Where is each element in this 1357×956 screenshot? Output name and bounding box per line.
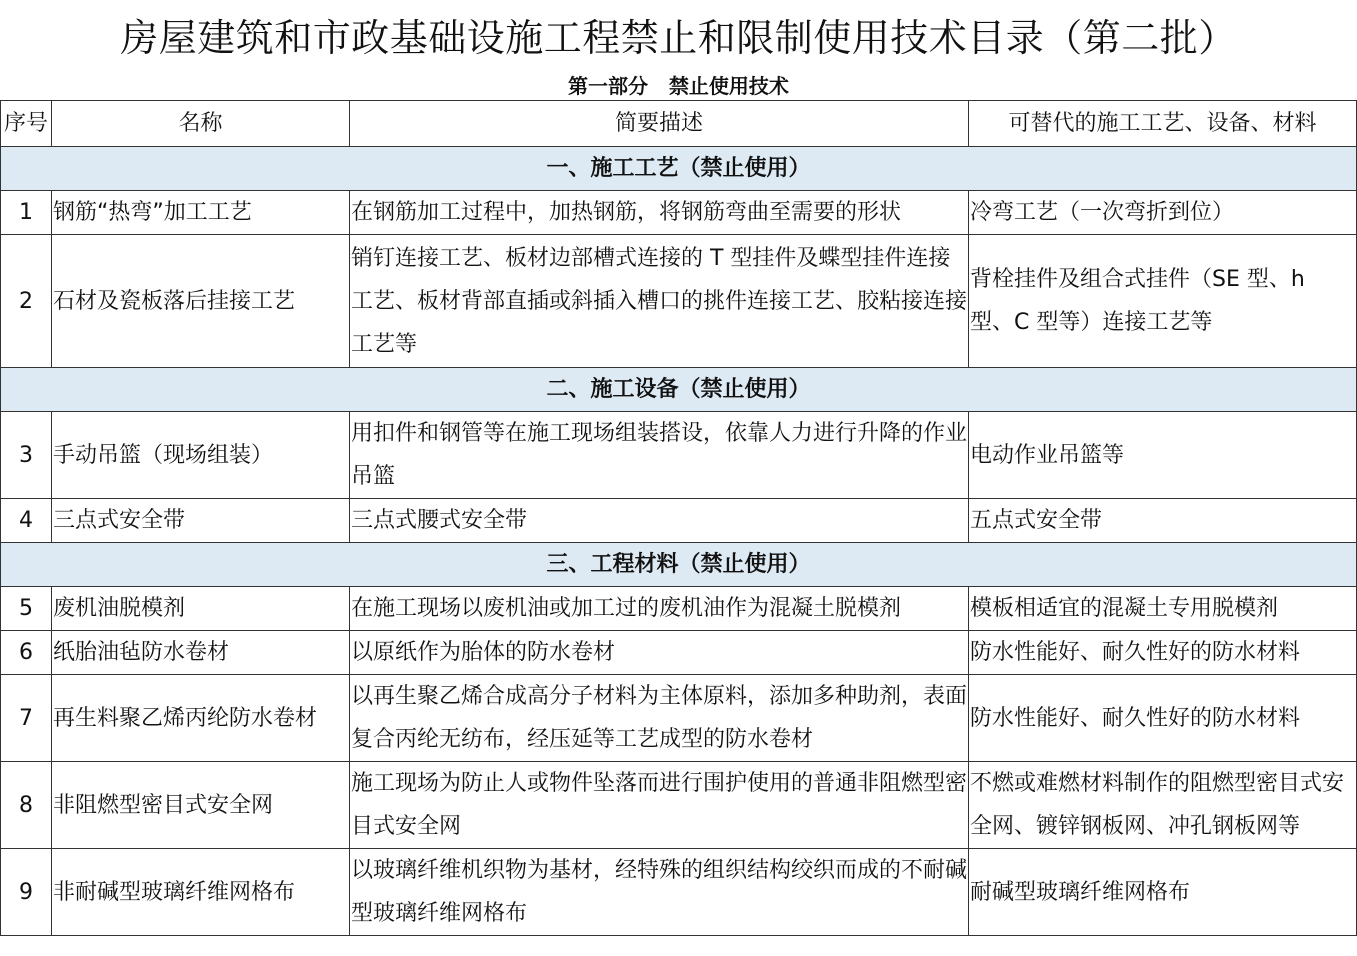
row-name: 非耐碱型玻璃纤维网格布 bbox=[52, 849, 350, 936]
row-description: 在施工现场以废机油或加工过的废机油作为混凝土脱模剂 bbox=[350, 587, 969, 631]
row-alternative: 耐碱型玻璃纤维网格布 bbox=[969, 849, 1357, 936]
row-name: 三点式安全带 bbox=[52, 499, 350, 543]
row-description: 以再生聚乙烯合成高分子材料为主体原料，添加多种助剂，表面复合丙纶无纺布，经压延等工艺成型的防水卷材 bbox=[350, 675, 969, 762]
table-row bbox=[1, 675, 1357, 762]
row-alternative: 防水性能好、耐久性好的防水材料 bbox=[969, 631, 1357, 675]
row-alternative: 电动作业吊篮等 bbox=[969, 412, 1357, 499]
row-name: 手动吊篮（现场组装） bbox=[52, 412, 350, 499]
row-description: 以玻璃纤维机织物为基材，经特殊的组织结构绞织而成的不耐碱型玻璃纤维网格布 bbox=[350, 849, 969, 936]
row-alternative: 不燃或难燃材料制作的阻燃型密目式安全网、镀锌钢板网、冲孔钢板网等 bbox=[969, 762, 1357, 849]
row-no: 7 bbox=[1, 675, 52, 762]
table-row bbox=[1, 587, 1357, 631]
row-no: 4 bbox=[1, 499, 52, 543]
row-alternative: 五点式安全带 bbox=[969, 499, 1357, 543]
row-alternative: 防水性能好、耐久性好的防水材料 bbox=[969, 675, 1357, 762]
section-heading-row bbox=[1, 543, 1357, 587]
document-subtitle: 第一部分 禁止使用技术 bbox=[568, 74, 789, 98]
section-heading: 一、施工工艺（禁止使用） bbox=[1, 147, 1357, 191]
row-name: 再生料聚乙烯丙纶防水卷材 bbox=[52, 675, 350, 762]
header-description: 简要描述 bbox=[350, 101, 969, 147]
row-alternative: 冷弯工艺（一次弯折到位） bbox=[969, 191, 1357, 235]
row-no: 8 bbox=[1, 762, 52, 849]
section-heading-row bbox=[1, 368, 1357, 412]
row-alternative: 背栓挂件及组合式挂件（SE 型、h 型、C 型等）连接工艺等 bbox=[969, 235, 1357, 368]
section-heading: 三、工程材料（禁止使用） bbox=[1, 543, 1357, 587]
table-row bbox=[1, 762, 1357, 849]
row-no: 6 bbox=[1, 631, 52, 675]
table-row bbox=[1, 631, 1357, 675]
row-description: 三点式腰式安全带 bbox=[350, 499, 969, 543]
row-alternative: 模板相适宜的混凝土专用脱模剂 bbox=[969, 587, 1357, 631]
row-description: 销钉连接工艺、板材边部槽式连接的 T 型挂件及蝶型挂件连接工艺、板材背部直插或斜插入槽口的挑件连接工艺、胶粘接连接工艺等 bbox=[350, 235, 969, 368]
table-row bbox=[1, 849, 1357, 936]
table-row bbox=[1, 412, 1357, 499]
header-no: 序号 bbox=[1, 101, 52, 147]
row-no: 1 bbox=[1, 191, 52, 235]
table-row bbox=[1, 499, 1357, 543]
section-heading: 二、施工设备（禁止使用） bbox=[1, 368, 1357, 412]
row-no: 3 bbox=[1, 412, 52, 499]
table-row bbox=[1, 235, 1357, 368]
row-description: 以原纸作为胎体的防水卷材 bbox=[350, 631, 969, 675]
header-name: 名称 bbox=[52, 101, 350, 147]
section-heading-row bbox=[1, 147, 1357, 191]
row-name: 钢筋“热弯”加工工艺 bbox=[52, 191, 350, 235]
row-name: 非阻燃型密目式安全网 bbox=[52, 762, 350, 849]
row-name: 废机油脱模剂 bbox=[52, 587, 350, 631]
row-name: 纸胎油毡防水卷材 bbox=[52, 631, 350, 675]
technology-table bbox=[0, 100, 1357, 936]
row-no: 5 bbox=[1, 587, 52, 631]
row-no: 2 bbox=[1, 235, 52, 368]
row-description: 在钢筋加工过程中，加热钢筋，将钢筋弯曲至需要的形状 bbox=[350, 191, 969, 235]
header-alternative: 可替代的施工工艺、设备、材料 bbox=[969, 101, 1357, 147]
row-no: 9 bbox=[1, 849, 52, 936]
document-title: 房屋建筑和市政基础设施工程禁止和限制使用技术目录（第二批） bbox=[120, 16, 1237, 60]
row-name: 石材及瓷板落后挂接工艺 bbox=[52, 235, 350, 368]
row-description: 用扣件和钢管等在施工现场组装搭设，依靠人力进行升降的作业吊篮 bbox=[350, 412, 969, 499]
table-header-row bbox=[1, 101, 1357, 147]
table-row bbox=[1, 191, 1357, 235]
row-description: 施工现场为防止人或物件坠落而进行围护使用的普通非阻燃型密目式安全网 bbox=[350, 762, 969, 849]
